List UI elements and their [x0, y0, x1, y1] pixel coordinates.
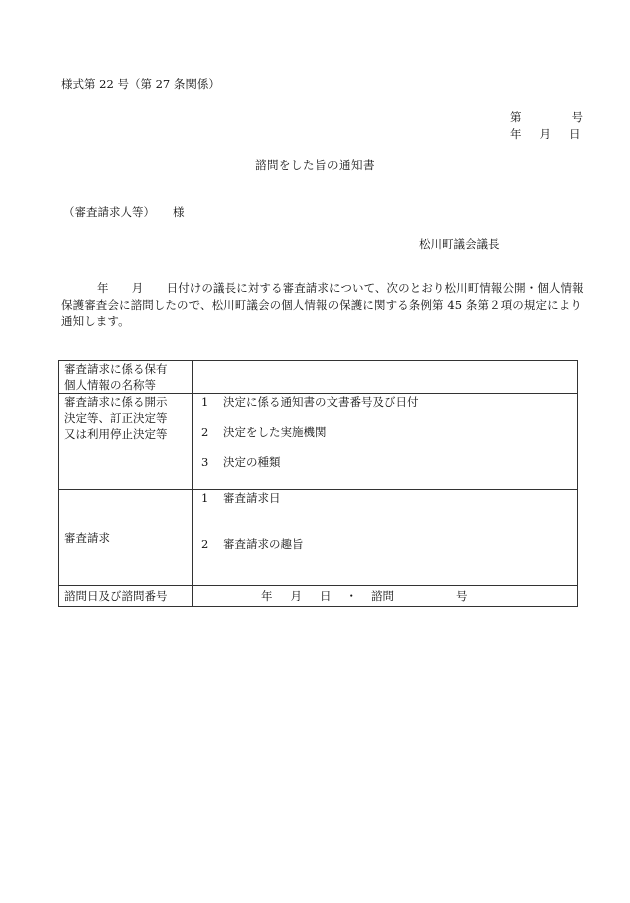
item-text: 審査請求の趣旨 [223, 537, 304, 551]
recipient-honorific: 様 [173, 205, 185, 219]
row-label [59, 490, 193, 586]
label-line: 又は利用停止決定等 [64, 427, 168, 441]
table-row [59, 394, 578, 490]
doc-number-suffix: 号 [571, 110, 583, 124]
document-title: 諮問をした旨の通知書 [255, 158, 375, 172]
form-number: 様式第 22 号（第 27 条関係） [61, 77, 220, 91]
table-row [59, 586, 578, 607]
item-text: 決定の種類 [223, 455, 281, 469]
item-text: 決定をした実施機関 [223, 425, 327, 439]
date-month: 月 [539, 127, 551, 141]
row-value [193, 394, 578, 490]
inquiry-day: 日 [320, 589, 332, 603]
list-item [201, 490, 577, 506]
list-item [201, 536, 577, 552]
label-line: 審査請求 [64, 530, 110, 545]
label-line: 個人情報の名称等 [64, 378, 156, 392]
label-line: 決定等、訂正決定等 [64, 411, 168, 425]
body-text: 年 月 日付けの議長に対する審査請求について、次のとおり松川町情報公開・個人情報保護審査会に諮問したので、松川町議会の個人情報の保護に関する条例第 45 条第２項の規定により通知します。 [61, 281, 584, 328]
recipient-label: （審査請求人等） [63, 205, 155, 219]
label-line: 審査請求に係る開示 [64, 395, 168, 409]
recipient [63, 204, 185, 220]
list-item [201, 394, 577, 410]
inquiry-number-suffix: 号 [456, 589, 468, 603]
item-number: 1 [201, 491, 209, 505]
row-value [193, 490, 578, 586]
table-row [59, 361, 578, 394]
label-line: 諮問日及び諮問番号 [64, 589, 168, 603]
document-number [510, 109, 583, 125]
row-value [193, 586, 578, 607]
inquiry-label: 諮問 [371, 589, 394, 603]
row-label [59, 586, 193, 607]
row-label [59, 394, 193, 490]
label-line: 審査請求に係る保有 [64, 362, 168, 376]
inquiry-year: 年 [261, 589, 273, 603]
item-number: 2 [201, 537, 209, 551]
item-number: 2 [201, 425, 209, 439]
list-item [201, 424, 577, 440]
date-day: 日 [569, 127, 581, 141]
inquiry-month: 月 [290, 589, 302, 603]
list-item [201, 454, 577, 470]
table-row [59, 490, 578, 586]
item-number: 3 [201, 455, 209, 469]
inquiry-date-number [193, 588, 577, 604]
doc-number-prefix: 第 [510, 110, 522, 124]
item-text: 審査請求日 [223, 491, 281, 505]
issue-date [510, 126, 581, 142]
separator-dot: ・ [345, 589, 357, 603]
item-text: 決定に係る通知書の文書番号及び日付 [223, 395, 419, 409]
item-number: 1 [201, 395, 209, 409]
row-value [193, 361, 578, 394]
info-table [58, 360, 578, 607]
date-year: 年 [510, 127, 522, 141]
row-label [59, 361, 193, 394]
sender: 松川町議会議長 [419, 237, 500, 251]
